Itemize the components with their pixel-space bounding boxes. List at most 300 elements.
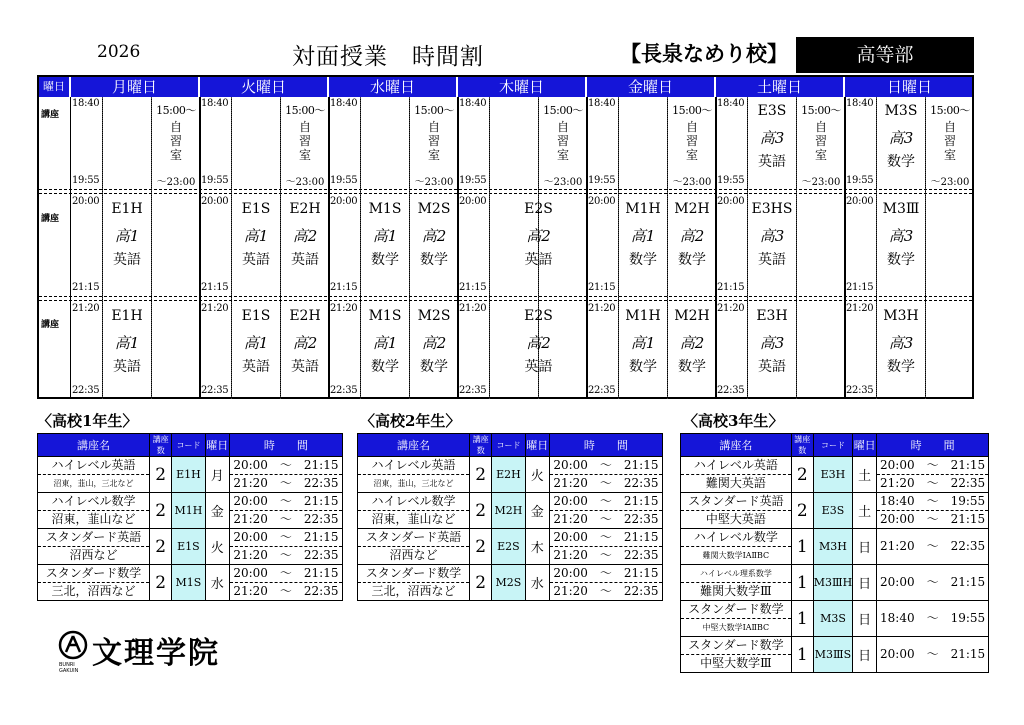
course-grade: 高1: [630, 334, 656, 352]
course-code: E2S: [524, 308, 553, 324]
course-count: 2: [150, 529, 172, 565]
end-time: 21:15: [330, 282, 358, 293]
end-time: 21:15: [459, 282, 487, 293]
course-subject: 英語: [113, 359, 141, 375]
jishu-label: 自: [943, 120, 956, 134]
start-time: 18:40: [72, 98, 100, 109]
jishu-end: ～23:00: [543, 177, 583, 188]
course-day: 水: [525, 565, 549, 601]
col-day: 曜日: [205, 434, 229, 457]
course-code: M1H: [625, 308, 661, 324]
course-times: [229, 565, 342, 601]
jishu-label: 室: [169, 148, 182, 162]
course-grade: 高1: [243, 334, 269, 352]
course-name: ハイレベル英語: [51, 458, 136, 472]
course-target: 沼東，韮山，三北など: [358, 474, 469, 492]
end-time: 19:55: [72, 175, 100, 186]
course-times: [549, 529, 662, 565]
time-range-1: 20:00 ～ 21:15: [880, 458, 986, 472]
start-time: 21:20: [72, 303, 100, 314]
time-range-2: 20:00 ～ 21:15: [877, 510, 988, 528]
course-day: 金: [525, 493, 549, 529]
course-count: 2: [791, 493, 813, 529]
course-target: 沼東，韮山，三北など: [38, 474, 149, 492]
end-time: 19:55: [717, 175, 745, 186]
course-grade: 高3: [759, 129, 785, 147]
col-name: 講座名: [358, 434, 470, 457]
time-range-1: 20:00 ～ 21:15: [233, 494, 339, 508]
course-subject: 数学: [420, 359, 448, 375]
time-range-2: 21:20 ～ 22:35: [230, 510, 342, 528]
course-subject: 英語: [113, 252, 141, 268]
course-times: [877, 601, 989, 637]
course-times: [877, 457, 989, 493]
course-target: 三北，沼西など: [38, 582, 149, 600]
course-subject: 数学: [629, 252, 657, 268]
table-row: [38, 565, 343, 601]
start-time: 21:20: [846, 303, 874, 314]
col-time: 時 間: [877, 434, 989, 457]
course-code: M3H: [883, 308, 919, 324]
jishu-label: 習: [685, 134, 698, 148]
start-time: 18:40: [846, 98, 874, 109]
course-grade: 高1: [372, 334, 398, 352]
course-day: 土: [853, 493, 877, 529]
col-name: 講座名: [681, 434, 792, 457]
col-code: コード: [813, 434, 852, 457]
course-code: M3S: [813, 601, 852, 637]
course-subject: 数学: [887, 359, 915, 375]
start-time: 20:00: [846, 196, 874, 207]
col-count: 講座数: [791, 434, 813, 457]
course-code: E1S: [172, 529, 205, 565]
course-count: 2: [150, 457, 172, 493]
course-name-cell: [681, 493, 792, 529]
course-target: 沼東，韮山など: [358, 510, 469, 528]
course-grade: 高2: [679, 227, 705, 245]
course-count: 2: [150, 565, 172, 601]
course-name-cell: [358, 565, 470, 601]
course-day: 土: [853, 457, 877, 493]
col-code: コード: [492, 434, 525, 457]
course-times: [877, 637, 989, 673]
end-time: 22:35: [717, 385, 745, 396]
course-subject: 数学: [629, 359, 657, 375]
jishu-label: 習: [556, 134, 569, 148]
course-day: 日: [853, 565, 877, 601]
course-day: 水: [205, 565, 229, 601]
course-grade: 高1: [243, 227, 269, 245]
course-subject: 英語: [291, 252, 319, 268]
course-times: [877, 565, 989, 601]
course-name: スタンダード英語: [45, 530, 142, 544]
course-code: E2S: [492, 529, 525, 565]
course-grade: 高1: [630, 227, 656, 245]
course-code: M2S: [417, 308, 451, 324]
time-range: 21:20 ～ 22:35: [880, 539, 986, 553]
course-times: [229, 529, 342, 565]
start-time: 21:20: [588, 303, 616, 314]
course-code: E2H: [289, 308, 321, 324]
row-separator: [39, 189, 972, 194]
end-time: 21:15: [72, 282, 100, 293]
col-count: 講座数: [150, 434, 172, 457]
course-times: [877, 529, 989, 565]
start-time: 21:20: [459, 303, 487, 314]
course-subject: 英語: [758, 252, 786, 268]
course-code: M3ⅢS: [813, 637, 852, 673]
jishu-end: ～23:00: [156, 177, 196, 188]
course-day: 日: [853, 529, 877, 565]
jishu-end: ～23:00: [414, 177, 454, 188]
jishu-label: 習: [427, 134, 440, 148]
course-grade: 高2: [421, 334, 447, 352]
start-time: 18:40: [588, 98, 616, 109]
jishu-start: 15:00～: [801, 104, 841, 117]
course-day: 金: [205, 493, 229, 529]
course-target: 中堅大数学Ⅲ: [681, 654, 791, 672]
start-time: 18:40: [201, 98, 229, 109]
row-label: 講座: [41, 214, 60, 224]
course-count: 2: [791, 457, 813, 493]
course-subject: 数学: [678, 252, 706, 268]
course-name: ハイレベル数学: [51, 494, 136, 508]
grade2-title: 〈高校2年生〉: [360, 412, 461, 430]
day-mon: 月曜日: [71, 77, 200, 97]
course-code: E3HS: [751, 201, 793, 217]
course-code: M2H: [674, 201, 710, 217]
course-code: E2H: [289, 201, 321, 217]
end-time: 21:15: [717, 282, 745, 293]
course-name-cell: [358, 529, 470, 565]
time-range-1: 20:00 ～ 21:15: [553, 458, 659, 472]
start-time: 20:00: [201, 196, 229, 207]
course-code: E1S: [241, 308, 271, 324]
course-name-cell: [681, 457, 792, 493]
course-code: M2H: [492, 493, 525, 529]
time-range: 20:00 ～ 21:15: [880, 647, 986, 661]
start-time: 20:00: [72, 196, 100, 207]
table-row: [681, 565, 989, 601]
course-name: スタンダード数学: [688, 602, 784, 616]
course-times: [549, 565, 662, 601]
course-grade: 高1: [114, 334, 140, 352]
course-code: M2S: [492, 565, 525, 601]
course-grade: 高1: [372, 227, 398, 245]
jishu-label: 習: [814, 134, 827, 148]
course-subject: 英語: [524, 359, 553, 375]
course-name-cell: [681, 529, 792, 565]
jishu-start: 15:00～: [930, 104, 970, 117]
day-sat: 土曜日: [716, 77, 845, 97]
course-times: [877, 493, 989, 529]
course-code: M3S: [884, 103, 918, 119]
row-separator: [39, 296, 972, 301]
course-target: 難関大数学ⅠAⅡBC: [681, 546, 791, 564]
time-range-1: 20:00 ～ 21:15: [553, 494, 659, 508]
time-range: 18:40 ～ 19:55: [880, 611, 986, 625]
course-grade: 高3: [759, 334, 785, 352]
course-day: 木: [525, 529, 549, 565]
course-code: M1H: [625, 201, 661, 217]
grade2-table: [357, 433, 663, 601]
course-day: 火: [525, 457, 549, 493]
course-grade: 高3: [759, 227, 785, 245]
jishu-label: 習: [943, 134, 956, 148]
course-grade: 高2: [292, 334, 318, 352]
course-code: E2S: [524, 201, 553, 217]
course-subject: 英語: [758, 154, 786, 170]
col-time: 時 間: [549, 434, 662, 457]
course-times: [549, 457, 662, 493]
course-target: 沼西など: [38, 546, 149, 564]
table-row: [358, 529, 663, 565]
course-target: 中堅大数学ⅠAⅡBC: [681, 618, 791, 636]
year: 2026: [97, 42, 141, 62]
table-row: [681, 493, 989, 529]
table-row: [38, 493, 343, 529]
start-time: 20:00: [588, 196, 616, 207]
start-time: 20:00: [459, 196, 487, 207]
course-count: 2: [470, 529, 492, 565]
jishu-label: 自: [814, 120, 827, 134]
course-subject: 数学: [371, 359, 399, 375]
row-label: 講座: [41, 110, 60, 120]
course-target: 三北，沼西など: [358, 582, 469, 600]
course-times: [229, 493, 342, 529]
corner-label: 曜日: [39, 77, 71, 97]
course-grade: 高3: [888, 129, 914, 147]
course-subject: 数学: [887, 154, 915, 170]
start-time: 21:20: [330, 303, 358, 314]
end-time: 21:15: [588, 282, 616, 293]
course-day: 月: [205, 457, 229, 493]
course-code: E3S: [813, 493, 852, 529]
course-name: スタンダード英語: [688, 494, 784, 508]
end-time: 22:35: [330, 385, 358, 396]
course-grade: 高2: [679, 334, 705, 352]
course-target: 沼東，韮山など: [38, 510, 149, 528]
course-name-cell: [681, 637, 792, 673]
jishu-label: 室: [298, 148, 311, 162]
end-time: 22:35: [201, 385, 229, 396]
grade1-title: 〈高校1年生〉: [37, 412, 138, 430]
course-name-cell: [38, 565, 150, 601]
course-times: [549, 493, 662, 529]
course-subject: 数学: [678, 359, 706, 375]
jishu-start: 15:00～: [156, 104, 196, 117]
timetable-header-row: [39, 77, 972, 97]
course-name: ハイレベル英語: [371, 458, 456, 472]
jishu-start: 15:00～: [672, 104, 712, 117]
day-wed: 水曜日: [329, 77, 458, 97]
course-name-cell: [38, 529, 150, 565]
time-range-2: 21:20 ～ 22:35: [550, 582, 662, 600]
course-code: E1H: [111, 308, 143, 324]
course-code: E2H: [492, 457, 525, 493]
page-title: 対面授業 時間割: [292, 44, 484, 70]
time-range-1: 20:00 ～ 21:15: [233, 530, 339, 544]
course-count: 2: [470, 457, 492, 493]
course-target: 難関大数学Ⅲ: [681, 582, 791, 600]
course-code: E3H: [756, 308, 788, 324]
course-count: 2: [470, 565, 492, 601]
col-day: 曜日: [853, 434, 877, 457]
jishu-start: 15:00～: [543, 104, 583, 117]
course-subject: 英語: [758, 359, 786, 375]
course-code: M1H: [172, 493, 205, 529]
course-grade: 高2: [526, 227, 551, 245]
course-name: ハイレベル理系数学: [699, 569, 772, 578]
course-code: M2H: [674, 308, 710, 324]
course-name: スタンダード数学: [365, 566, 462, 580]
table-row: [681, 637, 989, 673]
time-range: 20:00 ～ 21:15: [880, 575, 986, 589]
time-range-1: 18:40 ～ 19:55: [880, 494, 986, 508]
course-code: M1S: [368, 201, 402, 217]
course-times: [229, 457, 342, 493]
course-name-cell: [681, 565, 792, 601]
end-time: 22:35: [846, 385, 874, 396]
course-count: 1: [791, 529, 813, 565]
course-code: M3H: [813, 529, 852, 565]
course-name: スタンダード数学: [688, 638, 784, 652]
grade3-table: [680, 433, 989, 673]
course-count: 2: [470, 493, 492, 529]
course-name: ハイレベル数学: [371, 494, 456, 508]
course-target: 沼西など: [358, 546, 469, 564]
time-range-1: 20:00 ～ 21:15: [553, 530, 659, 544]
table-row: [358, 493, 663, 529]
course-code: E1H: [111, 201, 143, 217]
table-row: [38, 457, 343, 493]
jishu-label: 室: [943, 148, 956, 162]
jishu-end: ～23:00: [801, 177, 841, 188]
course-subject: 数学: [420, 252, 448, 268]
course-grade: 高3: [888, 334, 914, 352]
jishu-label: 自: [298, 120, 311, 134]
time-range-2: 21:20 ～ 22:35: [877, 474, 988, 492]
course-name: ハイレベル数学: [693, 530, 778, 544]
time-range-2: 21:20 ～ 22:35: [230, 546, 342, 564]
day-thu: 木曜日: [458, 77, 587, 97]
course-name-cell: [358, 457, 470, 493]
jishu-end: ～23:00: [672, 177, 712, 188]
jishu-label: 自: [427, 120, 440, 134]
time-range-2: 21:20 ～ 22:35: [230, 474, 342, 492]
course-code: E3S: [757, 103, 787, 119]
time-range-2: 21:20 ～ 22:35: [230, 582, 342, 600]
col-code: コード: [172, 434, 205, 457]
start-time: 18:40: [330, 98, 358, 109]
table-row: [358, 565, 663, 601]
end-time: 19:55: [588, 175, 616, 186]
course-code: E3H: [813, 457, 852, 493]
end-time: 22:35: [72, 385, 100, 396]
course-target: 難関大英語: [681, 474, 791, 492]
course-subject: 英語: [242, 359, 270, 375]
end-time: 19:55: [459, 175, 487, 186]
col-time: 時 間: [229, 434, 342, 457]
jishu-end: ～23:00: [285, 177, 325, 188]
row-label: 講座: [41, 320, 60, 330]
time-range-2: 21:20 ～ 22:35: [550, 510, 662, 528]
logo-text: 文理学院: [92, 636, 220, 671]
start-time: 18:40: [459, 98, 487, 109]
course-name-cell: [681, 601, 792, 637]
day-sun: 日曜日: [886, 78, 932, 96]
course-name: ハイレベル英語: [693, 458, 778, 472]
course-grade: 高2: [292, 227, 318, 245]
jishu-label: 室: [685, 148, 698, 162]
course-day: 日: [853, 637, 877, 673]
jishu-end: ～23:00: [930, 177, 970, 188]
course-count: 1: [791, 637, 813, 673]
course-code: E1H: [172, 457, 205, 493]
table-row: [358, 457, 663, 493]
logo-mark-icon: [58, 630, 88, 660]
start-time: 20:00: [717, 196, 745, 207]
start-time: 21:20: [201, 303, 229, 314]
course-name: スタンダード数学: [45, 566, 142, 580]
end-time: 19:55: [201, 175, 229, 186]
department-badge: 高等部: [796, 37, 974, 73]
school-name: 【長泉なめり校】: [620, 41, 788, 66]
course-name-cell: [358, 493, 470, 529]
jishu-label: 自: [169, 120, 182, 134]
jishu-start: 15:00～: [414, 104, 454, 117]
course-name-cell: [38, 457, 150, 493]
table-row: [681, 601, 989, 637]
course-code: M1S: [172, 565, 205, 601]
jishu-label: 自: [556, 120, 569, 134]
grade3-title: 〈高校3年生〉: [683, 412, 784, 430]
course-grade: 高3: [888, 227, 914, 245]
course-day: 日: [853, 601, 877, 637]
course-subject: 英語: [524, 252, 553, 268]
start-time: 21:20: [717, 303, 745, 314]
course-code: M3ⅢH: [813, 565, 852, 601]
time-range-2: 21:20 ～ 22:35: [550, 474, 662, 492]
time-range-1: 20:00 ～ 21:15: [553, 566, 659, 580]
jishu-label: 室: [556, 148, 569, 162]
course-target: 中堅大英語: [681, 510, 791, 528]
end-time: 19:55: [846, 175, 874, 186]
start-time: 20:00: [330, 196, 358, 207]
table-row: [681, 529, 989, 565]
course-code: M2S: [417, 201, 451, 217]
table-row: [681, 457, 989, 493]
end-time: 21:15: [846, 282, 874, 293]
jishu-label: 室: [427, 148, 440, 162]
course-count: 1: [791, 565, 813, 601]
jishu-label: 室: [814, 148, 827, 162]
course-subject: 数学: [887, 252, 915, 268]
course-code: M3Ⅲ: [882, 201, 920, 217]
end-time: 19:55: [330, 175, 358, 186]
course-day: 火: [205, 529, 229, 565]
jishu-start: 15:00～: [285, 104, 325, 117]
weekly-timetable: [37, 75, 974, 399]
course-code: M1S: [368, 308, 402, 324]
course-name-cell: [38, 493, 150, 529]
course-subject: 英語: [242, 252, 270, 268]
time-range-1: 20:00 ～ 21:15: [233, 458, 339, 472]
end-time: 21:15: [201, 282, 229, 293]
grade1-table: [37, 433, 343, 601]
course-grade: 高1: [114, 227, 140, 245]
table-row: [38, 529, 343, 565]
